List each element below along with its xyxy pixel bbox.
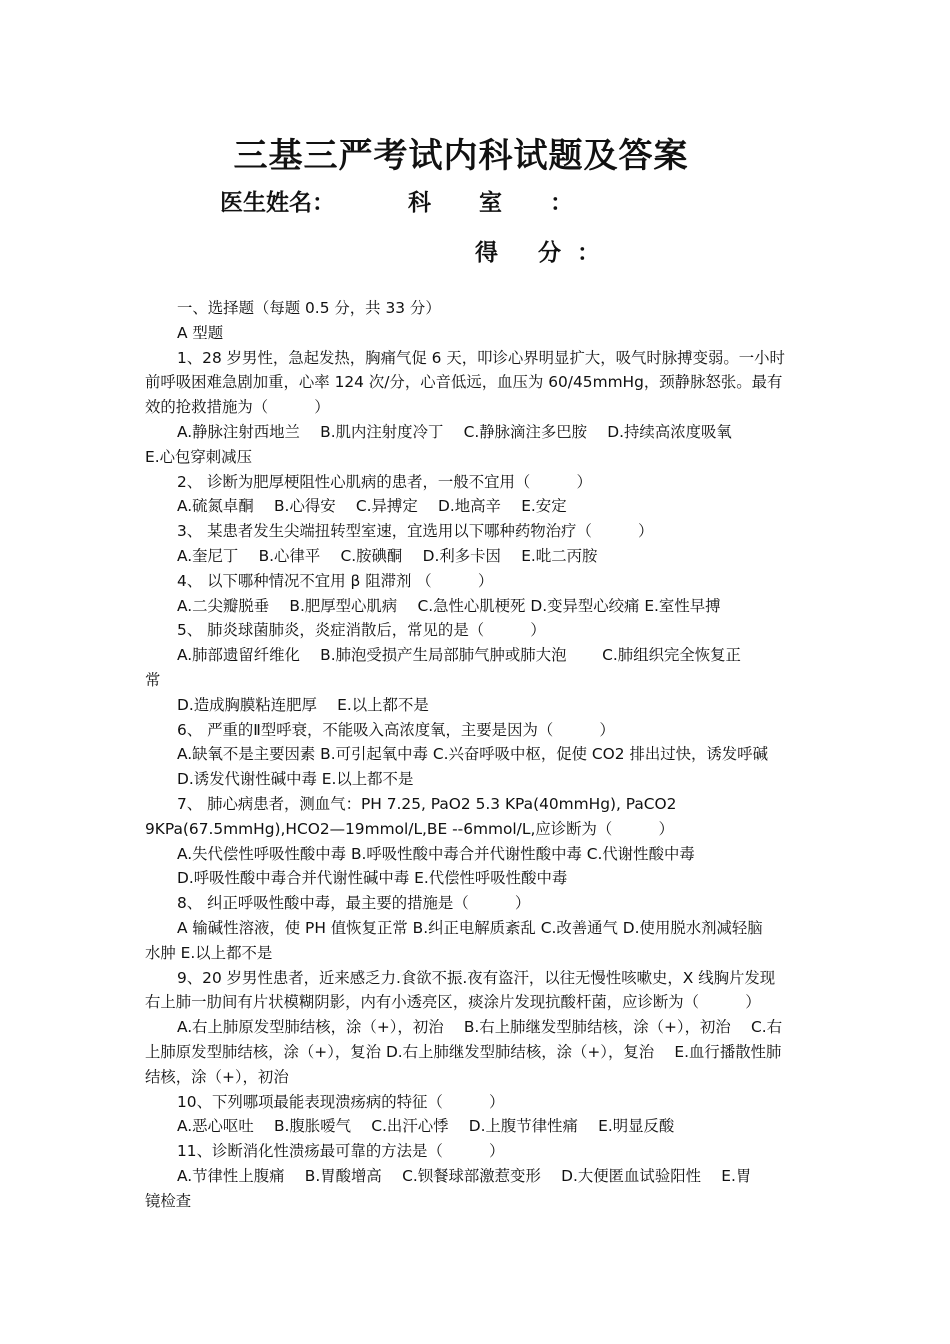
text-line: 镜检查 bbox=[145, 1191, 192, 1210]
text-line: 效的抢救措施为（ ） bbox=[145, 398, 330, 417]
text-line: A.奎尼丁 B.心律平 C.胺碘酮 D.利多卡因 E.吡二丙胺 bbox=[177, 546, 598, 565]
text-line: A 输碱性溶液，使 PH 值恢复正常 B.纠正电解质紊乱 C.改善通气 D.使用脱水剂减轻脑 bbox=[177, 918, 763, 937]
text-line: 前呼吸困难急剧加重，心率 124 次/分，心音低远，血压为 60/45mmHg，颈静脉怒张。最有 bbox=[145, 373, 783, 392]
document-title: 三基三严考试内科试题及答案 bbox=[233, 136, 689, 176]
text-line: A.硫氮卓酮 B.心得安 C.异搏定 D.地高辛 E.安定 bbox=[177, 497, 567, 516]
text-line: A.右上肺原发型肺结核，涂（+），初治 B.右上肺继发型肺结核，涂（+），初治 C.右 bbox=[177, 1018, 783, 1037]
text-line: A.肺部遗留纤维化 B.肺泡受损产生局部肺气肿或肺大泡 C.肺组织完全恢复正 bbox=[177, 646, 741, 665]
text-line: 水肿 E.以上都不是 bbox=[145, 943, 273, 962]
text-line: D.诱发代谢性碱中毒 E.以上都不是 bbox=[177, 770, 414, 789]
text-line: A.缺氧不是主要因素 B.可引起氧中毒 C.兴奋呼吸中枢，促使 CO2 排出过快，诱发呼碱 bbox=[177, 745, 768, 764]
text-line: 8、 纠正呼吸性酸中毒，最主要的措施是（ ） bbox=[177, 894, 531, 913]
text-line: 6、 严重的Ⅱ型呼衰，不能吸入高浓度氧，主要是因为（ ） bbox=[177, 720, 615, 739]
question-body bbox=[145, 296, 813, 1213]
text-line: 11、诊断消化性溃疡最可靠的方法是（ ） bbox=[177, 1142, 505, 1161]
text-line: 10、下列哪项最能表现溃疡病的特征（ ） bbox=[177, 1092, 505, 1111]
text-line: A.失代偿性呼吸性酸中毒 B.呼吸性酸中毒合并代谢性酸中毒 C.代谢性酸中毒 bbox=[177, 844, 695, 863]
text-line: D.造成胸膜粘连肥厚 E.以上都不是 bbox=[177, 695, 429, 714]
text-line: 7、 肺心病患者，测血气：PH 7.25, PaO2 5.3 KPa(40mmHg), PaCO2 bbox=[177, 794, 677, 813]
text-line: 4、 以下哪种情况不宜用 β 阻滞剂 （ ） bbox=[177, 571, 494, 590]
text-line: D.呼吸性酸中毒合并代谢性碱中毒 E.代偿性呼吸性酸中毒 bbox=[177, 869, 568, 888]
score-label: 得 分： bbox=[475, 240, 617, 266]
text-line: 1、28 岁男性，急起发热，胸痛气促 6 天，叩诊心界明显扩大，吸气时脉搏变弱。一小时 bbox=[177, 348, 785, 367]
text-line: 右上肺一肋间有片状模糊阴影，内有小透亮区，痰涂片发现抗酸杆菌，应诊断为（ ） bbox=[145, 993, 761, 1012]
department-label: 科 室 ： bbox=[408, 190, 594, 216]
text-line: A.静脉注射西地兰 B.肌内注射度冷丁 C.静脉滴注多巴胺 D.持续高浓度吸氧 bbox=[177, 422, 732, 441]
doctor-name-label: 医生姓名： bbox=[220, 190, 335, 216]
text-line: 9KPa(67.5mmHg),HCO2—19mmol/L,BE --6mmol/L,应诊断为（ ） bbox=[145, 819, 674, 838]
text-line: 3、 某患者发生尖端扭转型室速，宜选用以下哪种药物治疗（ ） bbox=[177, 522, 654, 541]
text-line: 5、 肺炎球菌肺炎，炎症消散后，常见的是（ ） bbox=[177, 621, 546, 640]
text-line: 结核，涂（+），初治 bbox=[145, 1067, 289, 1086]
text-line: E.心包穿刺减压 bbox=[145, 447, 252, 466]
text-line: 9、20 岁男性患者，近来感乏力.食欲不振.夜有盗汗，以往无慢性咳嗽史，X 线胸片发现 bbox=[177, 968, 776, 987]
text-line: 常 bbox=[145, 670, 161, 689]
text-line: 2、 诊断为肥厚梗阻性心肌病的患者，一般不宜用（ ） bbox=[177, 472, 592, 491]
text-line: 一、选择题（每题 0.5 分，共 33 分） bbox=[177, 299, 441, 317]
text-line: A.节律性上腹痛 B.胃酸增高 C.钡餐球部激惹变形 D.大便匿血试验阳性 E.胃 bbox=[177, 1166, 752, 1185]
text-line: A 型题 bbox=[177, 323, 224, 342]
text-line: A.二尖瓣脱垂 B.肥厚型心肌病 C.急性心肌梗死 D.变异型心绞痛 E.室性早搏 bbox=[177, 596, 721, 615]
text-line: 上肺原发型肺结核，涂（+），复治 D.右上肺继发型肺结核，涂（+），复治 E.血行播散性肺 bbox=[145, 1042, 782, 1061]
text-line: A.恶心呕吐 B.腹胀嗳气 C.出汗心悸 D.上腹节律性痛 E.明显反酸 bbox=[177, 1117, 675, 1136]
